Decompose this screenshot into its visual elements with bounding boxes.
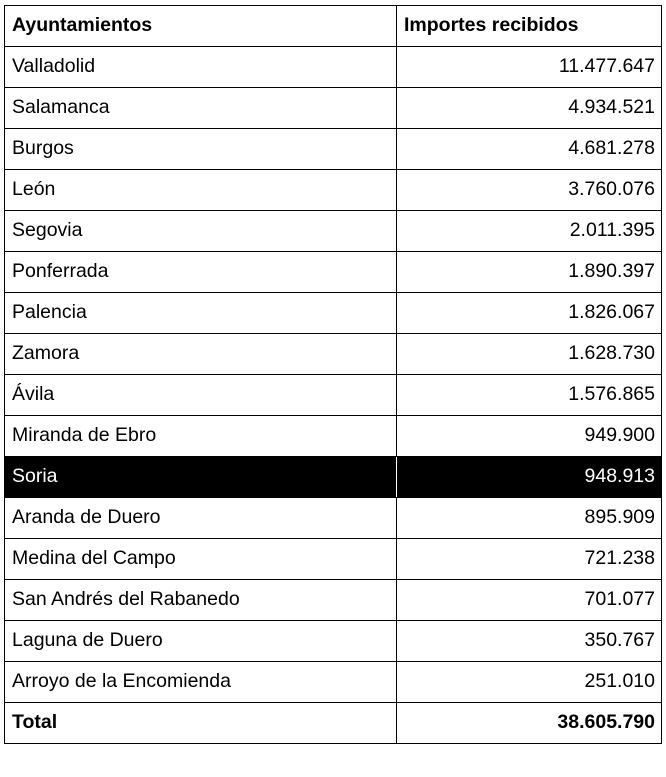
cell-amount-received: 1.826.067	[397, 293, 662, 334]
cell-municipality-name: Salamanca	[5, 88, 397, 129]
table-header	[5, 6, 662, 47]
table-row	[5, 621, 662, 662]
cell-amount-received: 38.605.790	[397, 703, 662, 744]
table-row	[5, 334, 662, 375]
cell-amount-received: 3.760.076	[397, 170, 662, 211]
cell-amount-received: 949.900	[397, 416, 662, 457]
column-header-importes-recibidos: Importes recibidos	[397, 6, 662, 47]
table-row	[5, 252, 662, 293]
cell-amount-received: 948.913	[397, 457, 662, 498]
cell-municipality-name: Soria	[5, 457, 397, 498]
cell-municipality-name: Arroyo de la Encomienda	[5, 662, 397, 703]
cell-municipality-name: Segovia	[5, 211, 397, 252]
table-row	[5, 88, 662, 129]
cell-amount-received: 895.909	[397, 498, 662, 539]
cell-municipality-name: Total	[5, 703, 397, 744]
cell-municipality-name: Palencia	[5, 293, 397, 334]
cell-municipality-name: Ponferrada	[5, 252, 397, 293]
table-row	[5, 211, 662, 252]
table-row	[5, 47, 662, 88]
cell-amount-received: 11.477.647	[397, 47, 662, 88]
column-header-ayuntamientos: Ayuntamientos	[5, 6, 397, 47]
cell-municipality-name: Burgos	[5, 129, 397, 170]
table-row-total	[5, 703, 662, 744]
table-header-row	[5, 6, 662, 47]
cell-municipality-name: San Andrés del Rabanedo	[5, 580, 397, 621]
cell-municipality-name: Ávila	[5, 375, 397, 416]
table-row	[5, 457, 662, 498]
cell-amount-received: 251.010	[397, 662, 662, 703]
table-row	[5, 293, 662, 334]
amounts-table	[4, 5, 662, 744]
cell-amount-received: 1.890.397	[397, 252, 662, 293]
cell-amount-received: 1.576.865	[397, 375, 662, 416]
cell-municipality-name: León	[5, 170, 397, 211]
cell-amount-received: 2.011.395	[397, 211, 662, 252]
table-row	[5, 580, 662, 621]
cell-amount-received: 4.934.521	[397, 88, 662, 129]
cell-amount-received: 721.238	[397, 539, 662, 580]
table-row	[5, 416, 662, 457]
table-row	[5, 129, 662, 170]
table-row	[5, 539, 662, 580]
cell-municipality-name: Zamora	[5, 334, 397, 375]
amounts-table-container	[4, 5, 661, 744]
cell-amount-received: 701.077	[397, 580, 662, 621]
cell-amount-received: 4.681.278	[397, 129, 662, 170]
cell-amount-received: 1.628.730	[397, 334, 662, 375]
table-row	[5, 498, 662, 539]
cell-municipality-name: Medina del Campo	[5, 539, 397, 580]
table-body	[5, 47, 662, 744]
table-row	[5, 170, 662, 211]
cell-amount-received: 350.767	[397, 621, 662, 662]
table-row	[5, 662, 662, 703]
cell-municipality-name: Miranda de Ebro	[5, 416, 397, 457]
cell-municipality-name: Aranda de Duero	[5, 498, 397, 539]
table-row	[5, 375, 662, 416]
cell-municipality-name: Laguna de Duero	[5, 621, 397, 662]
cell-municipality-name: Valladolid	[5, 47, 397, 88]
